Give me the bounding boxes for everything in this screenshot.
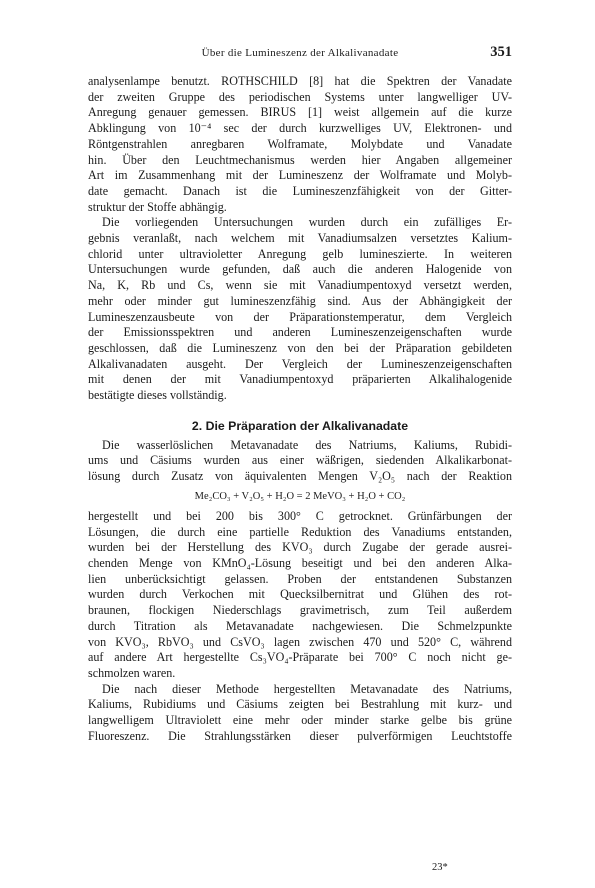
- text-line: der zweiten Gruppe des periodischen Systems unter langwelliger UV-: [88, 89, 512, 104]
- reaction-equation: Me₂CO₃ + V₂O₅ + H₂O = 2 MeVO₃ + H₂O + CO₂: [194, 490, 406, 502]
- text-line: Anregung genauer gemessen. BIRUS [1] weist allgemein auf die kurze: [88, 105, 512, 120]
- signature-mark: 23*: [432, 862, 448, 873]
- text-line: mehr oder minder gut lumineszenzfähig sind. Aus der Abhängigkeit der: [88, 293, 512, 308]
- text-line: schmolzen waren.: [88, 665, 176, 680]
- text-line: Die vorliegenden Untersuchungen wurden durch ein zufälliges Er-: [102, 215, 512, 230]
- body-text: [88, 74, 512, 744]
- running-header: [88, 44, 512, 62]
- text-line: Röntgenstrahlen anregbaren Wolframate, Molybdate und Vanadate: [88, 136, 512, 151]
- text-line: hergestellt und bei 200 bis 300° C getrocknet. Grünfärbungen der: [88, 508, 512, 523]
- running-title: Über die Lumineszenz der Alkalivanadate: [201, 47, 399, 59]
- text-line: ums und Cäsiums wurden aus einer wäßrigen, siedenden Alkalikarbonat-: [88, 453, 512, 468]
- paragraph: [88, 509, 512, 682]
- text-line: Die wasserlöslichen Metavanadate des Natriums, Kaliums, Rubidi-: [102, 437, 512, 452]
- text-line: Lumineszenzausbeute von der Präparationstemperatur, dem Vergleich: [88, 309, 512, 324]
- text-line: Kaliums, Rubidiums und Cäsiums zeigten bei Bestrahlung mit kurz- und: [88, 697, 512, 712]
- paragraph: [88, 215, 512, 403]
- paragraph: [88, 74, 512, 215]
- page-number: 351: [490, 44, 512, 60]
- text-line: Alkalivanadaten ausgeht. Der Vergleich der Lumineszenzeigenschaften: [88, 356, 512, 371]
- text-line: Die nach dieser Methode hergestellten Metavanadate des Natriums,: [102, 681, 512, 696]
- paragraph: [88, 682, 512, 745]
- text-line: Untersuchungen wurde gefunden, daß auch die anderen Halogenide von: [88, 262, 512, 277]
- text-line: struktur der Stoffe abhängig.: [88, 199, 227, 214]
- text-line: analysenlampe benutzt. ROTHSCHILD [8] hat die Spektren der Vanadate: [88, 74, 512, 88]
- text-line: auf andere Art hergestellte Cs₃VO₄-Präparate bei 700° C noch nicht ge-: [88, 650, 512, 665]
- text-line: braunen, flockigen Niederschlags gravimetrisch, zum Teil außerdem: [88, 603, 512, 618]
- text-line: von KVO₃, RbVO₃ und CsVO₃ lagen zwischen 470 und 520° C, während: [88, 634, 512, 649]
- text-line: wurden durch Verkochen mit Quecksilbernitrat und Glühen des rot-: [88, 587, 512, 602]
- text-line: Fluoreszenz. Die Strahlungsstärken dieser pulverförmigen Leuchtstoffe: [88, 728, 512, 743]
- text-line: durch Titration als Metavanadate nachgewiesen. Die Schmelzpunkte: [88, 618, 512, 633]
- text-line: lösung durch Zusatz von äquivalenten Mengen V₂O₅ nach der Reaktion: [88, 469, 512, 484]
- paragraph: [88, 438, 512, 485]
- text-line: mit denen der mit Vanadiumpentoxyd präparierten Alkalihalogenide: [88, 372, 512, 387]
- text-line: bestätigte dieses vollständig.: [88, 388, 227, 403]
- text-line: date gemacht. Danach ist die Lumineszenzfähigkeit von der Gitter-: [88, 183, 512, 198]
- text-line: Art im Zusammenhang mit der Lumineszenz der Wolframate und Molyb-: [88, 168, 512, 183]
- text-line: chlorid unter ultravioletter Anregung gelb lumineszierte. In weiteren: [88, 246, 512, 261]
- section-heading: 2. Die Präparation der Alkalivanadate: [191, 418, 409, 433]
- text-line: hin. Über den Leuchtmechanismus werden hier Angaben allgemeiner: [88, 152, 512, 167]
- text-line: langwelligem Ultraviolett eine mehr oder minder starke gelbe bis grüne: [88, 713, 512, 728]
- text-line: wurden bei der Herstellung des KVO₃ durch Zugabe der gerade ausrei-: [88, 540, 512, 555]
- text-line: der Emissionsspektren und anderen Lumineszenzeigenschaften wurde: [88, 325, 512, 340]
- text-line: lien unberücksichtigt gelassen. Proben der entstandenen Substanzen: [88, 571, 512, 586]
- text-line: chenden Menge von KMnO₄-Lösung beseitigt und bei den anderen Alka-: [88, 555, 512, 570]
- text-line: Na, K, Rb und Cs, wenn sie mit Vanadiumpentoxyd versetzt werden,: [88, 278, 512, 293]
- text-line: gebnis veranlaßt, nach welchem mit Vanadiumsalzen versetztes Kalium-: [88, 231, 512, 246]
- text-line: Abklingung von 10⁻⁴ sec der durch kurzwelliges UV, Elektronen- und: [88, 121, 512, 136]
- text-line: geschlossen, daß die Lumineszenz von den bei der Präparation gebildeten: [88, 340, 512, 355]
- text-line: Lösungen, die durch eine partielle Reduktion des Vanadiums entstanden,: [88, 524, 512, 539]
